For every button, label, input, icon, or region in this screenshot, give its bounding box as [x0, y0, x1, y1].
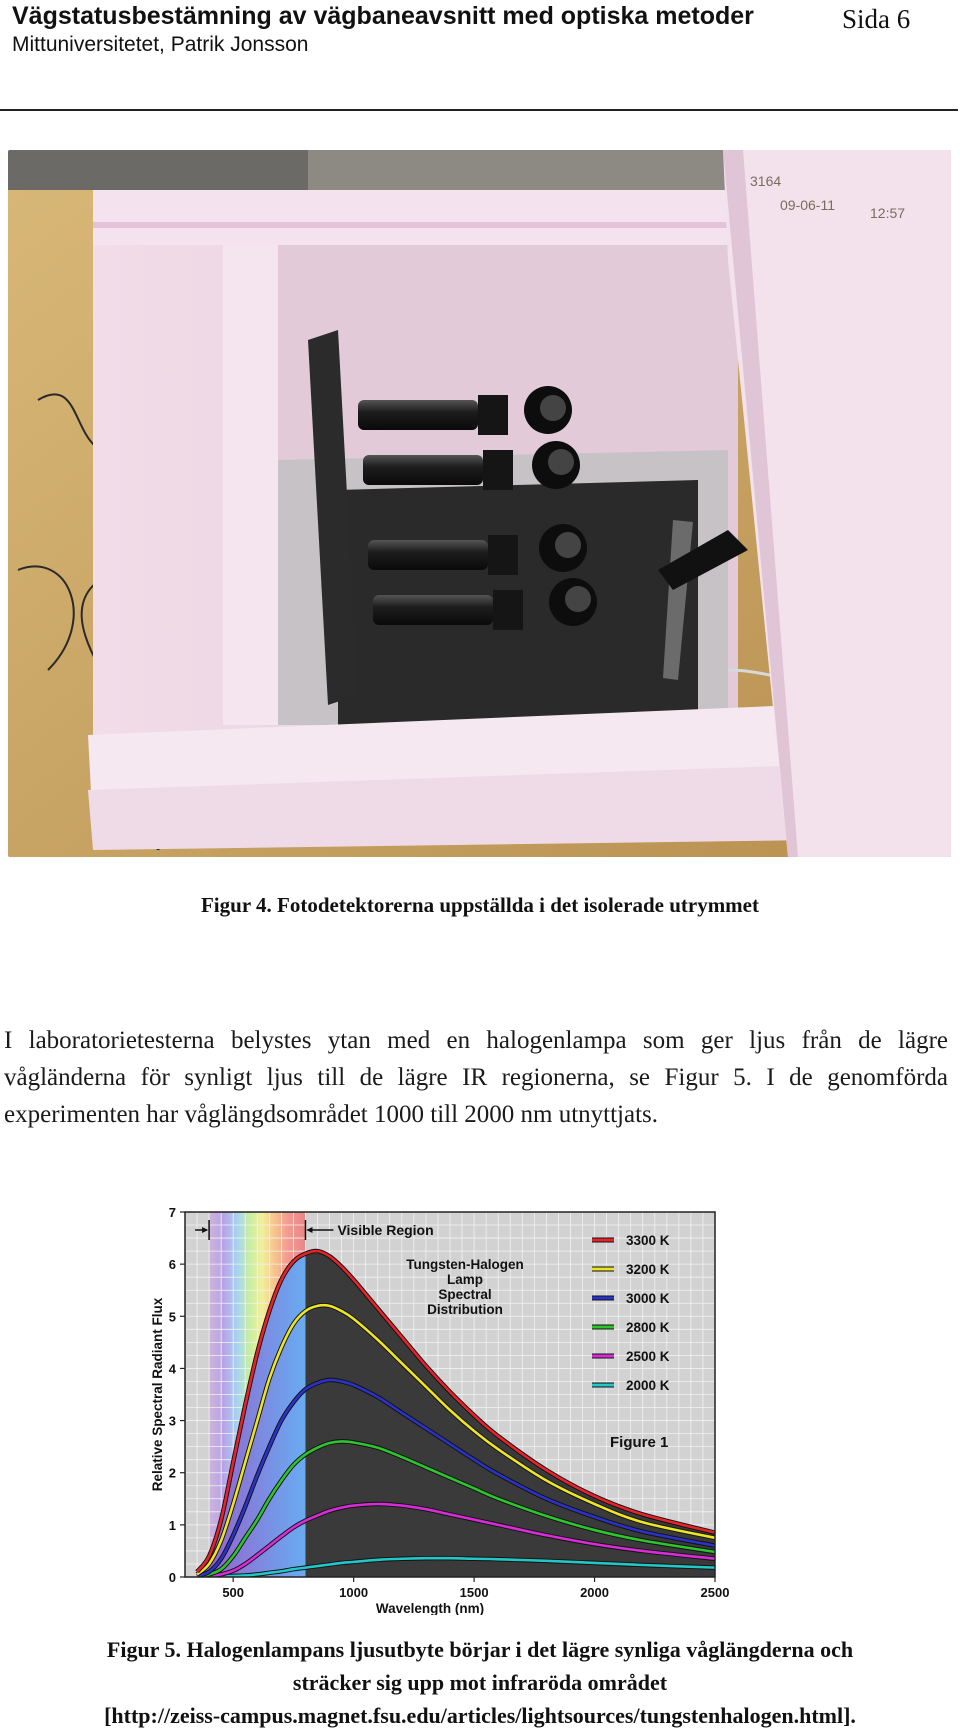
legend-label: 2000 K: [626, 1378, 670, 1393]
page-header: [0, 0, 960, 112]
figure-5-caption: [0, 1633, 960, 1732]
y-tick-label: 1: [168, 1517, 176, 1533]
photo-stamp-date: 09-06-11: [780, 197, 836, 213]
y-tick-label: 7: [168, 1205, 176, 1220]
chart-title-line: Spectral: [438, 1287, 492, 1302]
photo-stamp-id: 3164: [750, 173, 782, 189]
y-tick-label: 3: [168, 1413, 176, 1429]
figure-label: Figure 1: [610, 1434, 669, 1451]
body-paragraph: I laboratorietesterna belystes ytan med en halogenlampa som ger ljus från de lägre vågländerna för synligt ljus till de lägre IR regionerna, se Figur 5. I de genomförda experimenten har våglängdsområdet 1000 till 2000 nm utnyttjats.: [4, 1027, 948, 1128]
y-tick-label: 2: [168, 1465, 176, 1481]
y-tick-label: 5: [168, 1309, 176, 1325]
figure-5-caption-line-1: Figur 5. Halogenlampans ljusutbyte börjar i det lägre synliga våglängderna och: [106, 1637, 854, 1662]
figure-5-chart: [140, 1200, 820, 1615]
x-tick-label: 500: [222, 1585, 245, 1600]
figure-5-caption-line-3: [http://zeiss-campus.magnet.fsu.edu/articles/lightsources/tungstenhalogen.html].: [104, 1703, 856, 1728]
legend-label: 3200 K: [626, 1262, 670, 1277]
visible-region-label: Visible Region: [337, 1222, 434, 1238]
legend-label: 2500 K: [626, 1349, 670, 1364]
chart-title-line: Lamp: [446, 1272, 484, 1287]
document-title: Vägstatusbestämning av vägbaneavsnitt med optiska metoder: [12, 2, 754, 30]
x-axis-label: Wavelength (nm): [375, 1601, 485, 1615]
chart-title-line: Tungsten-Halogen: [406, 1257, 524, 1272]
figure-4-photo: [8, 150, 951, 857]
legend-label: 2800 K: [626, 1320, 670, 1335]
figure-5-caption-line-2: sträcker sig upp mot infraröda området: [292, 1670, 668, 1695]
page-number: Sida 6: [842, 4, 911, 34]
legend-label: 3300 K: [626, 1233, 670, 1248]
photo-stamp-time: 12:57: [870, 205, 906, 221]
y-axis-label: Relative Spectral Radiant Flux: [150, 1297, 165, 1492]
y-tick-label: 0: [168, 1570, 176, 1585]
document-author: Mittuniversitetet, Patrik Jonsson: [12, 33, 309, 56]
chart-title-line: Distribution: [427, 1302, 503, 1317]
figure-4-caption: Figur 4. Fotodetektorerna uppställda i det isolerade utrymmet: [200, 893, 759, 917]
y-tick-label: 6: [168, 1257, 176, 1273]
legend-label: 3000 K: [626, 1291, 670, 1306]
x-tick-label: 2500: [700, 1585, 730, 1600]
x-tick-label: 1500: [459, 1585, 489, 1600]
x-tick-label: 2000: [580, 1585, 610, 1600]
x-tick-label: 1000: [339, 1585, 369, 1600]
y-tick-label: 4: [168, 1361, 176, 1377]
header-rule: [0, 109, 958, 111]
